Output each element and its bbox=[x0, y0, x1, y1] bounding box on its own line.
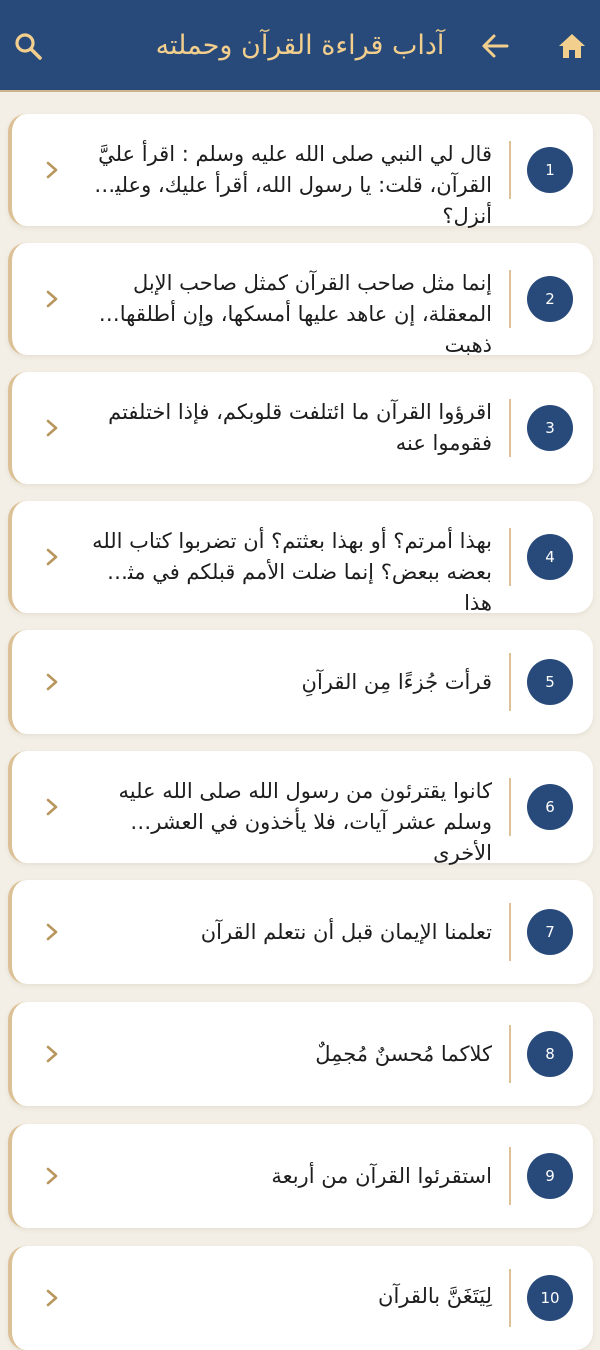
item-number-badge: 8 bbox=[527, 1031, 573, 1077]
item-text: بهذا أمرتم؟ أو بهذا بعثتم؟ أن تضربوا كتاب الله بعضه ببعض؟ إنما ضلت الأمم قبلكم في مثل هذا bbox=[92, 529, 492, 615]
divider bbox=[509, 1025, 511, 1083]
item-text: إنما مثل صاحب القرآن كمثل صاحب الإبل المعقلة، إن عاهد عليها أمسكها، وإن أطلقها ذهبت bbox=[119, 271, 492, 357]
arrow-back-icon bbox=[481, 33, 509, 59]
item-number-badge: 6 bbox=[527, 784, 573, 830]
item-number-badge: 7 bbox=[527, 909, 573, 955]
list-item-1[interactable] bbox=[8, 114, 593, 226]
home-button[interactable] bbox=[552, 26, 592, 66]
chevron-right-icon bbox=[44, 547, 60, 567]
chevron-right-icon bbox=[44, 797, 60, 817]
divider bbox=[509, 653, 511, 711]
item-text: استقرئوا القرآن من أربعة bbox=[271, 1164, 492, 1188]
divider bbox=[509, 528, 511, 586]
divider bbox=[509, 1269, 511, 1327]
divider bbox=[509, 903, 511, 961]
item-number-badge: 9 bbox=[527, 1153, 573, 1199]
chevron-right-icon bbox=[44, 672, 60, 692]
item-text: كلاكما مُحسنٌ مُجمِلٌ bbox=[315, 1042, 492, 1066]
chevron-right-icon bbox=[44, 1288, 60, 1308]
item-text: لِيَتَغَنَّ بالقرآن bbox=[378, 1284, 492, 1308]
item-text: كانوا يقترئون من رسول الله صلى الله عليه وسلم عشر آيات، فلا يأخذون في العشر الأخرى bbox=[118, 779, 492, 865]
back-button[interactable] bbox=[475, 26, 515, 66]
home-icon bbox=[557, 32, 587, 60]
list-item-7[interactable] bbox=[8, 880, 593, 984]
item-text: قال لي النبي صلى الله عليه وسلم : اقرأ عليَّ القرآن، قلت: يا رسول الله، أقرأ عليك، وعليك أنزل؟ bbox=[97, 142, 492, 228]
chevron-right-icon bbox=[44, 922, 60, 942]
item-text: اقرؤوا القرآن ما ائتلفت قلوبكم، فإذا اختلفتم فقوموا عنه bbox=[108, 400, 492, 455]
item-number-badge: 10 bbox=[527, 1275, 573, 1321]
page-title: آداب قراءة القرآن وحملته bbox=[155, 30, 445, 61]
list-item-3[interactable] bbox=[8, 372, 593, 484]
list-item-8[interactable] bbox=[8, 1002, 593, 1106]
item-number-badge: 5 bbox=[527, 659, 573, 705]
chevron-right-icon bbox=[44, 289, 60, 309]
item-number-badge: 4 bbox=[527, 534, 573, 580]
search-icon bbox=[13, 31, 43, 61]
chevron-right-icon bbox=[44, 1166, 60, 1186]
list-item-5[interactable] bbox=[8, 630, 593, 734]
list-item-9[interactable] bbox=[8, 1124, 593, 1228]
list-item-6[interactable] bbox=[8, 751, 593, 863]
search-button[interactable] bbox=[8, 26, 48, 66]
item-text: تعلمنا الإيمان قبل أن نتعلم القرآن bbox=[200, 920, 492, 944]
list-item-2[interactable] bbox=[8, 243, 593, 355]
etiquette-list[interactable] bbox=[0, 92, 600, 1308]
divider bbox=[509, 778, 511, 836]
chevron-right-icon bbox=[44, 418, 60, 438]
list-item-4[interactable] bbox=[8, 501, 593, 613]
divider bbox=[509, 141, 511, 199]
list-item-10[interactable] bbox=[8, 1246, 593, 1350]
item-number-badge: 1 bbox=[527, 147, 573, 193]
item-text: قرأت جُزءًا مِن القرآنِ bbox=[301, 670, 492, 694]
app-bar bbox=[0, 0, 600, 92]
divider bbox=[509, 1147, 511, 1205]
divider bbox=[509, 270, 511, 328]
chevron-right-icon bbox=[44, 160, 60, 180]
chevron-right-icon bbox=[44, 1044, 60, 1064]
divider bbox=[509, 399, 511, 457]
item-number-badge: 3 bbox=[527, 405, 573, 451]
item-number-badge: 2 bbox=[527, 276, 573, 322]
